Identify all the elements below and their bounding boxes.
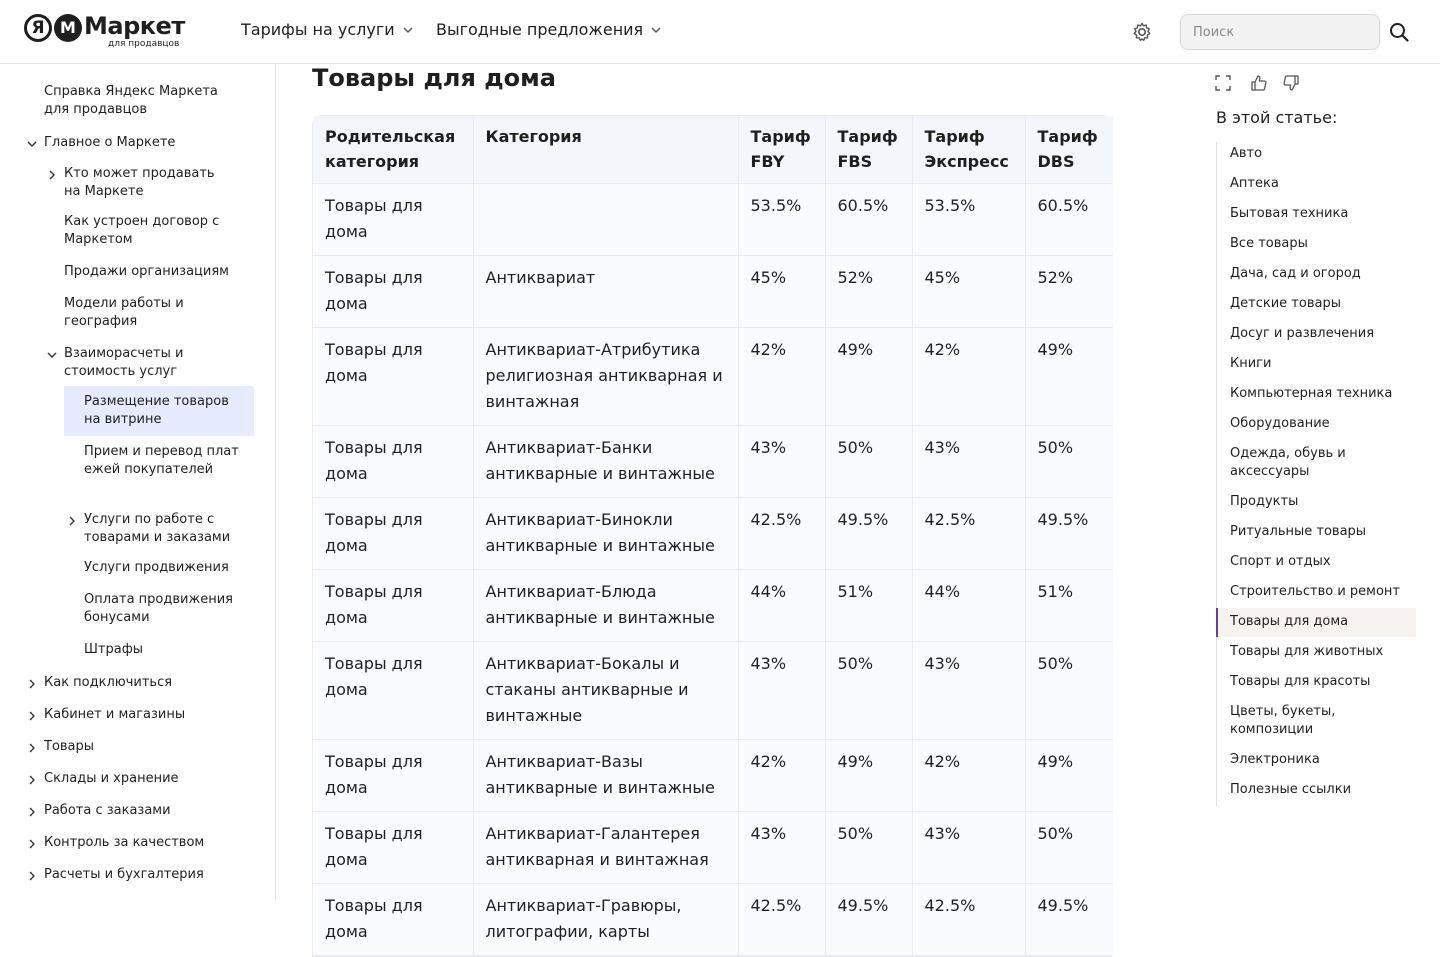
- fullscreen-icon[interactable]: [1214, 74, 1232, 92]
- tariff-table: [313, 116, 1113, 956]
- table-row: [313, 498, 1113, 570]
- toc-divider: [1216, 142, 1217, 806]
- cell-fby: 53.5%: [738, 184, 825, 256]
- sidebar-item-bonus-payment[interactable]: Оплата продвижения бонусами: [84, 592, 233, 625]
- col-header-category[interactable]: Категория: [473, 116, 738, 184]
- toc-item[interactable]: Дача, сад и огород: [1230, 266, 1361, 281]
- cell-dbs: 49.5%: [1025, 498, 1113, 570]
- cell-category: Антиквариат-Блюда антикварные и винтажные: [473, 570, 738, 642]
- search-icon[interactable]: [1387, 20, 1411, 44]
- cell-parent-category: Товары для дома: [313, 570, 473, 642]
- thumbs-down-icon[interactable]: [1282, 74, 1300, 92]
- toc-item[interactable]: Авто: [1230, 146, 1263, 161]
- cell-dbs: 50%: [1025, 812, 1113, 884]
- sidebar-item-cabinet[interactable]: Кабинет и магазины: [44, 707, 186, 722]
- sidebar-item-quality[interactable]: Контроль за качеством: [44, 835, 205, 850]
- cell-dbs: 51%: [1025, 570, 1113, 642]
- sidebar-item-about-market[interactable]: Главное о Маркете: [44, 135, 176, 150]
- chevron-right-icon[interactable]: [46, 169, 58, 181]
- cell-express: 43%: [912, 426, 1025, 498]
- cell-fby: 43%: [738, 426, 825, 498]
- toc-item[interactable]: Спорт и отдых: [1230, 554, 1331, 569]
- chevron-down-icon: [401, 23, 415, 37]
- nav-offers[interactable]: [436, 20, 663, 39]
- table-row: [313, 884, 1113, 956]
- cell-category: [473, 184, 738, 256]
- sidebar-item-b2b-sales[interactable]: Продажи организациям: [64, 264, 229, 279]
- sidebar-item-connect[interactable]: Как подключиться: [44, 675, 173, 690]
- sidebar-item-settlements[interactable]: Взаиморасчеты и стоимость услуг: [64, 346, 184, 379]
- sidebar-item-warehouses[interactable]: Склады и хранение: [44, 771, 179, 786]
- table-row: [313, 426, 1113, 498]
- cell-fby: 43%: [738, 642, 825, 740]
- sidebar-item-help-home[interactable]: Справка Яндекс Маркета для продавцов: [44, 84, 218, 117]
- table-row: [313, 184, 1113, 256]
- cell-express: 42.5%: [912, 498, 1025, 570]
- cell-category: Антиквариат-Вазы антикварные и винтажные: [473, 740, 738, 812]
- cell-dbs: 49%: [1025, 740, 1113, 812]
- gear-icon[interactable]: [1130, 20, 1154, 44]
- sidebar-nav: [0, 64, 276, 900]
- cell-category: Антиквариат-Атрибутика религиозная антикварная и винтажная: [473, 328, 738, 426]
- search-input[interactable]: [1180, 14, 1380, 50]
- chevron-right-icon[interactable]: [26, 838, 38, 850]
- cell-fby: 45%: [738, 256, 825, 328]
- cell-fby: 42%: [738, 328, 825, 426]
- toc-item[interactable]: Оборудование: [1230, 416, 1330, 431]
- toc-item[interactable]: Аптека: [1230, 176, 1279, 191]
- nav-tariffs[interactable]: [241, 20, 415, 39]
- toc-item[interactable]: Одежда, обувь и аксессуары: [1230, 446, 1346, 479]
- chevron-down-icon[interactable]: [46, 349, 58, 361]
- col-header-fby[interactable]: Тариф FBY: [738, 116, 825, 184]
- yandex-logo-icon: Я: [24, 14, 52, 42]
- toc-item[interactable]: Продукты: [1230, 494, 1299, 509]
- cell-fbs: 49%: [825, 740, 912, 812]
- sidebar-item-promotion-services[interactable]: Услуги продвижения: [84, 560, 229, 575]
- nav-offers-label: Выгодные предложения: [436, 20, 644, 39]
- page-title: Товары для дома: [312, 64, 556, 92]
- cell-category: Антиквариат-Бокалы и стаканы антикварные и винтажные: [473, 642, 738, 740]
- cell-fbs: 49.5%: [825, 884, 912, 956]
- cell-dbs: 52%: [1025, 256, 1113, 328]
- market-m-icon: M: [54, 14, 82, 42]
- cell-fby: 42%: [738, 740, 825, 812]
- chevron-down-icon[interactable]: [26, 138, 38, 150]
- tariff-table-wrapper: [312, 115, 1112, 957]
- thumbs-up-icon[interactable]: [1250, 74, 1268, 92]
- toc-item[interactable]: Ритуальные товары: [1230, 524, 1367, 539]
- cell-fbs: 52%: [825, 256, 912, 328]
- cell-parent-category: Товары для дома: [313, 812, 473, 884]
- table-header-row: [313, 116, 1113, 184]
- toc-item[interactable]: Строительство и ремонт: [1230, 584, 1400, 599]
- toc-item[interactable]: Все товары: [1230, 236, 1308, 251]
- sidebar-item-payments[interactable]: Прием и перевод платежей покупателей: [84, 444, 239, 477]
- cell-parent-category: Товары для дома: [313, 184, 473, 256]
- cell-dbs: 50%: [1025, 426, 1113, 498]
- col-header-express[interactable]: Тариф Экспресс: [912, 116, 1025, 184]
- chevron-right-icon[interactable]: [26, 806, 38, 818]
- cell-dbs: 60.5%: [1025, 184, 1113, 256]
- sidebar-item-accounting[interactable]: Расчеты и бухгалтерия: [44, 867, 204, 882]
- cell-express: 42.5%: [912, 884, 1025, 956]
- cell-express: 43%: [912, 812, 1025, 884]
- logo-subtitle: для продавцов: [108, 39, 180, 49]
- toc-item[interactable]: Товары для животных: [1230, 644, 1384, 659]
- table-row: [313, 570, 1113, 642]
- sidebar-item-products[interactable]: Товары: [44, 739, 95, 754]
- col-header-parent-category[interactable]: Родительская категория: [313, 116, 473, 184]
- cell-fbs: 60.5%: [825, 184, 912, 256]
- cell-fbs: 50%: [825, 426, 912, 498]
- sidebar-item-order-services[interactable]: Услуги по работе с товарами и заказами: [84, 512, 231, 545]
- cell-parent-category: Товары для дома: [313, 740, 473, 812]
- top-header: [0, 0, 1440, 64]
- cell-parent-category: Товары для дома: [313, 328, 473, 426]
- logo-text: Маркет: [84, 12, 185, 40]
- cell-category: Антиквариат: [473, 256, 738, 328]
- cell-parent-category: Товары для дома: [313, 884, 473, 956]
- toc-item[interactable]: Книги: [1230, 356, 1272, 371]
- toc-item[interactable]: Товары для дома: [1230, 614, 1349, 629]
- sidebar-item-work-models[interactable]: Модели работы и география: [64, 296, 184, 329]
- toc-item[interactable]: Компьютерная техника: [1230, 386, 1393, 401]
- table-row: [313, 812, 1113, 884]
- toc-title: В этой статье:: [1216, 108, 1338, 127]
- cell-category: Антиквариат-Банки антикварные и винтажные: [473, 426, 738, 498]
- cell-dbs: 49%: [1025, 328, 1113, 426]
- table-row: [313, 740, 1113, 812]
- cell-category: Антиквариат-Галантерея антикварная и винтажная: [473, 812, 738, 884]
- toc-item[interactable]: Детские товары: [1230, 296, 1341, 311]
- sidebar-item-who-can-sell[interactable]: Кто может продавать на Маркете: [64, 166, 215, 199]
- toc-item[interactable]: Товары для красоты: [1230, 674, 1371, 689]
- cell-fbs: 49.5%: [825, 498, 912, 570]
- cell-fbs: 51%: [825, 570, 912, 642]
- cell-fby: 42.5%: [738, 498, 825, 570]
- cell-category: Антиквариат-Бинокли антикварные и винтажные: [473, 498, 738, 570]
- cell-fby: 42.5%: [738, 884, 825, 956]
- chevron-right-icon[interactable]: [26, 774, 38, 786]
- toc-item[interactable]: Электроника: [1230, 752, 1320, 767]
- cell-express: 43%: [912, 642, 1025, 740]
- col-header-fbs[interactable]: Тариф FBS: [825, 116, 912, 184]
- cell-express: 44%: [912, 570, 1025, 642]
- cell-dbs: 50%: [1025, 642, 1113, 740]
- cell-category: Антиквариат-Гравюры, литографии, карты: [473, 884, 738, 956]
- sidebar-item-placement[interactable]: Размещение товаров на витрине: [84, 394, 229, 427]
- nav-tariffs-label: Тарифы на услуги: [241, 20, 395, 39]
- chevron-right-icon[interactable]: [66, 515, 78, 527]
- sidebar-item-orders[interactable]: Работа с заказами: [44, 803, 171, 818]
- cell-express: 42%: [912, 328, 1025, 426]
- chevron-right-icon[interactable]: [26, 742, 38, 754]
- cell-fby: 43%: [738, 812, 825, 884]
- table-row: [313, 328, 1113, 426]
- table-row: [313, 256, 1113, 328]
- toc-item[interactable]: Досуг и развлечения: [1230, 326, 1375, 341]
- sidebar-item-contract[interactable]: Как устроен договор с Маркетом: [64, 214, 220, 247]
- cell-dbs: 49.5%: [1025, 884, 1113, 956]
- cell-express: 45%: [912, 256, 1025, 328]
- cell-express: 42%: [912, 740, 1025, 812]
- market-logo[interactable]: [24, 12, 204, 52]
- cell-fbs: 50%: [825, 642, 912, 740]
- chevron-right-icon[interactable]: [26, 678, 38, 690]
- cell-express: 53.5%: [912, 184, 1025, 256]
- chevron-right-icon[interactable]: [26, 710, 38, 722]
- cell-parent-category: Товары для дома: [313, 642, 473, 740]
- cell-parent-category: Товары для дома: [313, 426, 473, 498]
- cell-parent-category: Товары для дома: [313, 498, 473, 570]
- toc-item[interactable]: Цветы, букеты, композиции: [1230, 704, 1336, 737]
- chevron-right-icon[interactable]: [26, 870, 38, 882]
- chevron-down-icon: [649, 23, 663, 37]
- toc-item[interactable]: Бытовая техника: [1230, 206, 1349, 221]
- table-row: [313, 642, 1113, 740]
- cell-fby: 44%: [738, 570, 825, 642]
- col-header-dbs[interactable]: Тариф DBS: [1025, 116, 1113, 184]
- toc-item[interactable]: Полезные ссылки: [1230, 782, 1352, 797]
- cell-fbs: 50%: [825, 812, 912, 884]
- sidebar-item-fines[interactable]: Штрафы: [84, 642, 144, 657]
- cell-fbs: 49%: [825, 328, 912, 426]
- cell-parent-category: Товары для дома: [313, 256, 473, 328]
